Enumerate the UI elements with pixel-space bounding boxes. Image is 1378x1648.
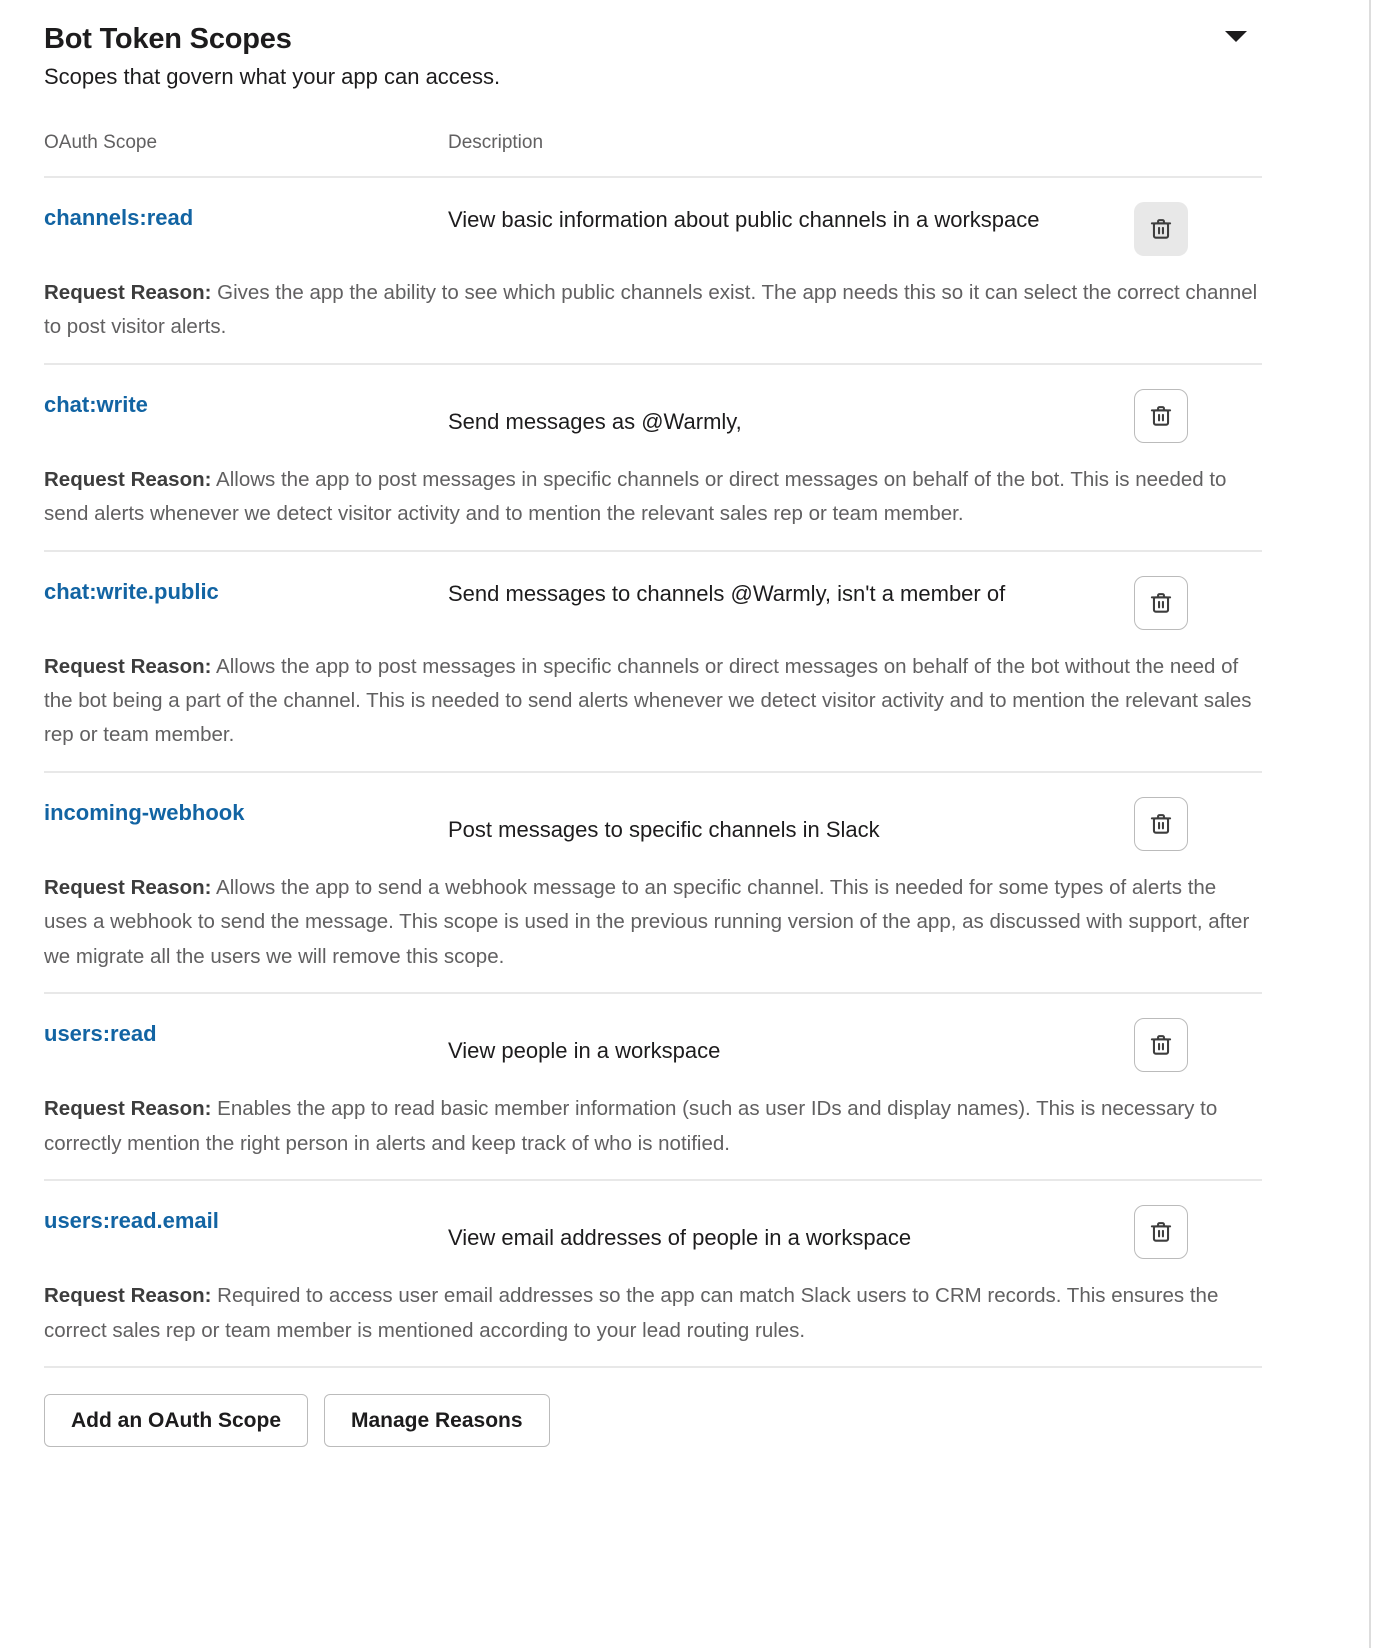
scope-link[interactable]: chat:write.public xyxy=(44,578,219,604)
request-reason xyxy=(44,861,1262,992)
scope-action xyxy=(1088,1195,1188,1259)
trash-icon[interactable] xyxy=(1134,1018,1188,1072)
trash-icon[interactable] xyxy=(1134,1205,1188,1259)
scope-action xyxy=(1088,566,1188,630)
scope-description: View email addresses of people in a workspace xyxy=(448,1225,912,1251)
add-oauth-scope-button[interactable]: Add an OAuth Scope xyxy=(44,1394,308,1447)
scope-link[interactable]: chat:write xyxy=(44,391,148,417)
scope-action xyxy=(1088,192,1188,256)
scope-main xyxy=(44,1195,1326,1269)
request-reason xyxy=(44,1082,1262,1179)
request-reason-label: Request Reason: xyxy=(44,1284,212,1308)
trash-icon[interactable] xyxy=(1134,202,1188,256)
caret-shape xyxy=(1225,31,1247,42)
request-reason xyxy=(44,266,1262,363)
request-reason-text: Required to access user email addresses so the app can match Slack users to CRM records. This ensures the correct sales rep or team member is mentioned according to your lead routing rules. xyxy=(44,1284,1219,1342)
scopes-table xyxy=(0,132,1370,1368)
scope-row xyxy=(44,994,1326,1179)
scope-row xyxy=(44,773,1326,992)
scope-description: Send messages to channels @Warmly, isn't a member of xyxy=(448,580,1006,606)
trash-icon[interactable] xyxy=(1134,389,1188,443)
scope-row xyxy=(44,365,1326,550)
scope-action xyxy=(1088,1008,1188,1072)
scope-link[interactable]: channels:read xyxy=(44,204,194,230)
scope-action xyxy=(1088,379,1188,443)
column-header-oauth-scope: OAuth Scope xyxy=(44,131,158,153)
scope-rows-container xyxy=(44,178,1326,1366)
table-header-row xyxy=(44,132,1326,176)
panel-header xyxy=(0,0,1370,92)
request-reason-label: Request Reason: xyxy=(44,467,212,491)
request-reason-text: Allows the app to post messages in specific channels or direct messages on behalf of the bot without the need of the bot being a part of the channel. This is needed to send alerts whenever we detect visitor activity and to mention the relevant sales rep or team member. xyxy=(44,654,1252,747)
scope-row xyxy=(44,178,1326,363)
scope-action xyxy=(1088,787,1188,851)
scope-description: Post messages to specific channels in Slack xyxy=(448,816,880,842)
request-reason-text: Allows the app to send a webhook message to an specific channel. This is needed for some types of alerts the uses a webhook to send the message. This scope is used in the previous running version of the app, as discussed with support, after we migrate all the users we will remove this scope. xyxy=(44,875,1250,968)
request-reason xyxy=(44,1269,1262,1366)
scope-description: Send messages as @Warmly, xyxy=(448,408,742,434)
scope-main xyxy=(44,379,1326,453)
manage-reasons-button[interactable]: Manage Reasons xyxy=(324,1394,550,1447)
request-reason xyxy=(44,640,1262,771)
request-reason-label: Request Reason: xyxy=(44,280,212,304)
scope-link[interactable]: users:read.email xyxy=(44,1208,219,1234)
scope-row xyxy=(44,1181,1326,1366)
request-reason xyxy=(44,453,1262,550)
request-reason-text: Enables the app to read basic member information (such as user IDs and display names). This is necessary to correctly mention the right person in alerts and keep track of who is notified. xyxy=(44,1097,1218,1155)
request-reason-label: Request Reason: xyxy=(44,654,212,678)
request-reason-text: Gives the app the ability to see which public channels exist. The app needs this so it can select the correct channel to post visitor alerts. xyxy=(44,280,1258,339)
scope-row xyxy=(44,552,1326,771)
column-header-description: Description xyxy=(448,131,544,153)
scope-main xyxy=(44,192,1326,266)
request-reason-label: Request Reason: xyxy=(44,875,212,899)
scope-description: View people in a workspace xyxy=(448,1038,721,1064)
chevron-down-icon[interactable] xyxy=(1224,24,1248,48)
request-reason-label: Request Reason: xyxy=(44,1097,212,1121)
scope-link[interactable]: users:read xyxy=(44,1021,157,1047)
page-subtitle: Scopes that govern what your app can access. xyxy=(44,64,501,90)
scope-main xyxy=(44,566,1326,640)
request-reason-text: Allows the app to post messages in specific channels or direct messages on behalf of the bot. This is needed to send alerts whenever we detect visitor activity and to mention the relevant sales rep or team member. xyxy=(44,467,1227,526)
page-title: Bot Token Scopes xyxy=(44,23,292,55)
scope-main xyxy=(44,1008,1326,1082)
footer-actions xyxy=(0,1368,1370,1447)
trash-icon[interactable] xyxy=(1134,576,1188,630)
trash-icon[interactable] xyxy=(1134,797,1188,851)
scope-description: View basic information about public channels in a workspace xyxy=(448,206,1040,232)
scope-link[interactable]: incoming-webhook xyxy=(44,799,245,825)
scope-main xyxy=(44,787,1326,861)
